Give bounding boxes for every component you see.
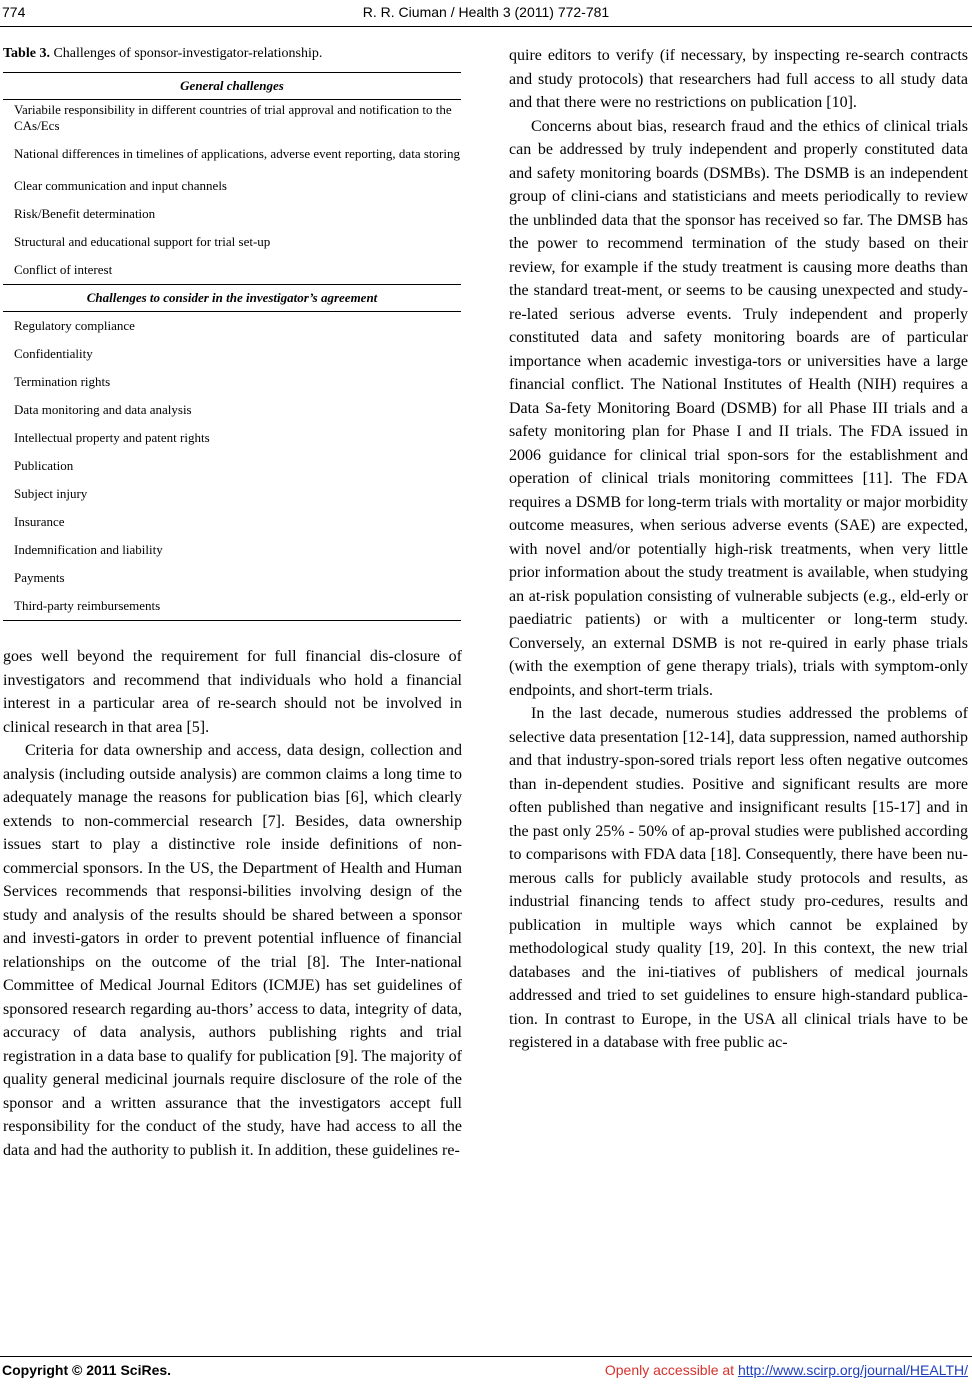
page-header	[0, 4, 972, 26]
table-row	[3, 564, 461, 592]
table-row	[3, 340, 461, 368]
open-access-notice	[605, 1362, 968, 1378]
table-row	[3, 200, 461, 228]
table-cell: Structural and educational support for trial set-up	[14, 234, 271, 249]
table-cell: Indemnification and liability	[14, 542, 163, 557]
paragraph: Concerns about bias, research fraud and the ethics of clinical trials can be addressed by truly independent and properly constituted data and safety monitoring boards (DSMBs). The DSMB is an independent group of clini-cians and statisticians and meets periodically to review the unblinded data that the sponsor has received so far. The DMSB has the power to recommend termination of the study based on their review, for example if the study treatment is causing more deaths than the standard treat-ment, or seems to be causing unexpected and study-re-lated serious adverse events. Truly independent and properly constituted data and safety monitoring boards are of particular importance when academic investiga-tors or universities have a large financial conflict. The National Institutes of Health (NIH) requires a Data Sa-fety Monitoring Board (DSMB) for all Phase III trials and a safety monitoring plan for Phase I and II trials. The FDA issued in 2006 guidance for clinical trial spon-sors for the establishment and operation of clinical trials monitoring committees [11]. The FDA requires a DSMB for long-term trials with mortality or major morbidity outcome measures, when serious adverse events (SAE) are expected, with novel and/or potentially high-risk treatments, when very little prior information about the study treatment is available, when studying an at-risk population consisting of vulnerable subjects (e.g., eld-erly or paediatric patients) or with a multicenter or long-term study. Conversely, an external DSMB is not re-quired in early phase trials (with the exemption of gene therapy trials), trials with symptom-only endpoints, and short-term trials.	[509, 117, 968, 699]
table-row	[3, 100, 461, 137]
table-section-header	[3, 285, 461, 312]
open-access-label: Openly accessible at	[604, 1362, 738, 1378]
table-row	[3, 424, 461, 452]
table-row	[3, 312, 461, 341]
table-row	[3, 256, 461, 285]
table-row	[3, 592, 461, 621]
table-cell: Termination rights	[14, 374, 111, 389]
table-row	[3, 536, 461, 564]
copyright-notice: Copyright © 2011 SciRes.	[2, 1362, 172, 1378]
table-cell: Third-party reimbursements	[3, 592, 461, 621]
paragraph: Criteria for data ownership and access, data design, collection and analysis (including outside analysis) are common claims a long time to adequately manage the reasons for publication bias [6], which clearly extends to non-commercial research [7]. Besides, data ownership issues start to play a distinctive role inside definitions of non-commercial sponsors. In the US, the Department of Health and Human Services recommends that responsi-bilities involving design of the study and analysis of the results should be shared between a sponsor and investi-gators in order to prevent potential influence of financial relationships on the outcome of the trial [8]. The Inter-national Committee of Medical Journal Editors (ICMJE) has set guidelines of sponsored research regarding au-thors’ access to data, integrity of data, accuracy of data analysis, authors publishing rights and trial registration in a data base to qualify for publication [9]. The majority of quality general medicinal journals require disclosure of the role of the sponsor and a written assurance that the investigators accept full responsibility for the conduct of the study, have had access to all the data and had the authority to publish it. In addition, these guidelines re-	[3, 742, 462, 1159]
table-cell: Variabile responsibility in different countries of trial approval and notification to the CAs/Ecs	[14, 102, 452, 133]
section-title-agreement: Challenges to consider in the investigator’s agreement	[3, 285, 461, 312]
table-row	[3, 508, 461, 536]
table-cell: Data monitoring and data analysis	[14, 402, 192, 417]
paragraph: In the last decade, numerous studies addressed the problems of selective data presentation [12-14], data suppression, named authorship and that industry-spon-sored trials report less often negative outcomes than in-dependent studies. Positive and significant results are more often published than negative and insignificant results [15-17] and in the past only 25% - 50% of ap-proval studies were published according to comparisons with FDA data [18]. Consequently, there have been nu-merous calls for publicly available study protocols and results, as industrial financing tends to affect study pro-cedures, results and publication in multiple ways which cannot be explained by methodological study quality [19, 20]. In this context, the new trial databases and the ini-tiatives of publishers of medical journals addressed and tried to set guidelines to ensure high-standard publica-tion. In contrast to Europe, in the USA all clinical trials have to be registered in a database with free public ac-	[509, 705, 968, 1051]
left-column	[3, 44, 462, 1162]
paragraph: quire editors to verify (if necessary, by inspecting re-search contracts and study protocols) that researchers had full access to all study data and that there were no restrictions on publication [10].	[509, 47, 968, 111]
right-body-text	[509, 44, 968, 1055]
paragraph: goes well beyond the requirement for full financial dis-closure of investigators and recommend that individuals who hold a financial interest in a particular area of re-search should not be involved in clinical research in that area [5].	[3, 648, 462, 736]
table-row	[3, 480, 461, 508]
table-cell: Intellectual property and patent rights	[14, 430, 210, 445]
header-rule	[0, 26, 972, 27]
table-cell: Payments	[14, 570, 65, 585]
table-row	[3, 172, 461, 200]
journal-link[interactable]: http://www.scirp.org/journal/HEALTH/	[737, 1362, 968, 1378]
page-number: 774	[2, 4, 26, 20]
table-section-header	[3, 73, 461, 100]
table-caption-text: Challenges of sponsor-investigator-relationship.	[53, 46, 323, 61]
table-cell: National differences in timelines of applications, adverse event reporting, data storing	[14, 146, 460, 161]
table-row	[3, 228, 461, 256]
challenges-table	[3, 72, 461, 621]
table-cell: Risk/Benefit determination	[14, 206, 156, 221]
table-cell: Conflict of interest	[14, 262, 113, 277]
left-body-text	[3, 645, 462, 1162]
table-cell: Subject injury	[14, 486, 88, 501]
table-cell: Insurance	[14, 514, 65, 529]
footer-rule	[0, 1356, 972, 1357]
right-column	[509, 44, 968, 1055]
table-caption-label: Table 3.	[3, 46, 50, 61]
table-row	[3, 136, 461, 172]
table-cell: Regulatory compliance	[14, 318, 135, 333]
table-row	[3, 396, 461, 424]
table-caption	[3, 44, 462, 64]
table-row	[3, 368, 461, 396]
table-cell: Clear communication and input channels	[14, 178, 227, 193]
table-cell: Confidentiality	[14, 346, 93, 361]
table-cell: Publication	[14, 458, 74, 473]
running-title: R. R. Ciuman / Health 3 (2011) 772-781	[362, 4, 610, 20]
table-row	[3, 452, 461, 480]
section-title-general: General challenges	[3, 73, 461, 100]
page-footer	[0, 1362, 972, 1384]
